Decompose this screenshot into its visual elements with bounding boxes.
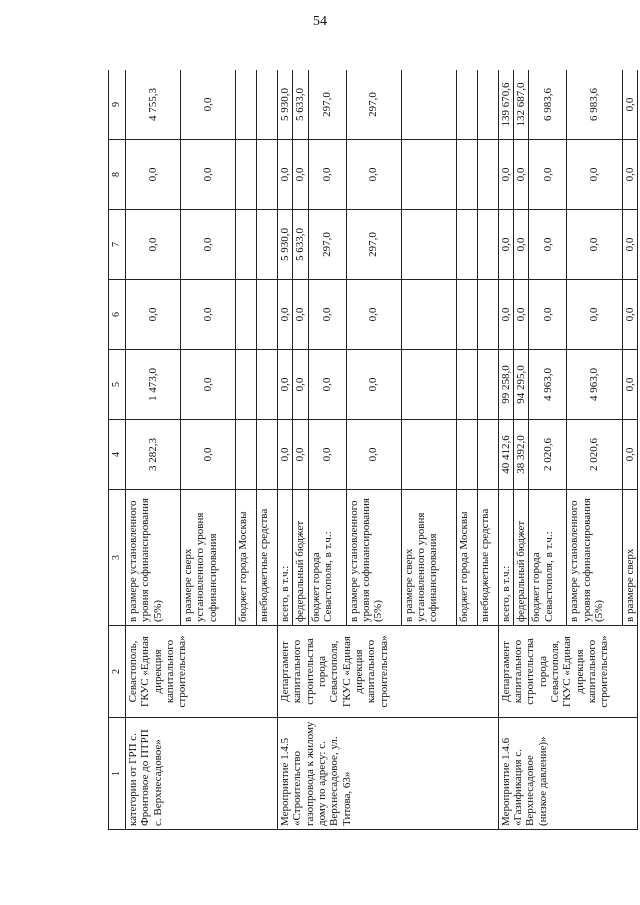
value-cell: [235, 210, 256, 280]
value-cell: 0,0: [126, 280, 181, 350]
value-cell: 0,0: [567, 210, 622, 280]
executor-cell: Департамент капитального строительства города Севастополя, ГКУС «Единая дирекция капитального строительства»: [498, 626, 637, 718]
value-cell: 0,0: [622, 420, 637, 490]
value-cell: 5 633,0: [293, 210, 308, 280]
table-row: [498, 70, 513, 830]
value-cell: [477, 140, 498, 210]
value-cell: [477, 420, 498, 490]
value-cell: [235, 70, 256, 140]
value-cell: 297,0: [346, 70, 401, 140]
column-number: 7: [109, 210, 126, 280]
value-cell: 4 755,3: [126, 70, 181, 140]
table-landscape-view: [108, 70, 638, 830]
funding-source-cell: всего, в т.ч.:: [278, 490, 293, 626]
value-cell: [401, 210, 456, 280]
funding-source-cell: в размере сверх: [622, 490, 637, 626]
measure-cell: Мероприятие 1.4.6 «Газификация с. Верхнесадовое (низкое давление)»: [498, 718, 637, 830]
value-cell: 0,0: [126, 140, 181, 210]
value-cell: 0,0: [513, 210, 528, 280]
value-cell: [477, 70, 498, 140]
funding-source-cell: бюджет города Москвы: [235, 490, 256, 626]
value-cell: [456, 280, 477, 350]
value-cell: 0,0: [126, 210, 181, 280]
value-cell: 0,0: [293, 280, 308, 350]
value-cell: 0,0: [567, 140, 622, 210]
column-number: 1: [109, 718, 126, 830]
value-cell: [256, 140, 277, 210]
value-cell: 0,0: [180, 420, 235, 490]
funding-source-cell: бюджет города Москвы: [456, 490, 477, 626]
column-number: 5: [109, 350, 126, 420]
value-cell: [477, 210, 498, 280]
value-cell: [456, 140, 477, 210]
value-cell: 0,0: [293, 350, 308, 420]
value-cell: 1 473,0: [126, 350, 181, 420]
value-cell: 0,0: [498, 210, 513, 280]
value-cell: 5 633,0: [293, 70, 308, 140]
value-cell: 0,0: [308, 350, 346, 420]
column-number: 6: [109, 280, 126, 350]
value-cell: 0,0: [180, 210, 235, 280]
table-row: [126, 70, 181, 830]
value-cell: 0,0: [293, 420, 308, 490]
value-cell: [256, 280, 277, 350]
value-cell: 0,0: [622, 280, 637, 350]
column-numbers-row: [109, 70, 126, 830]
funding-source-cell: внебюджетные средства: [477, 490, 498, 626]
executor-cell: Севастополь, ГКУС «Единая дирекция капитального строительства»: [126, 626, 278, 718]
column-number: 8: [109, 140, 126, 210]
value-cell: 0,0: [622, 140, 637, 210]
measure-cell: категории от ГРП с. Фронтовое до ПТРП с. Верхнесадовое»: [126, 718, 278, 830]
measure-cell: Мероприятие 1.4.5 «Строительство газопровода к жилому дому по адресу: с. Верхнесадовое, ул. Титова, 63»: [278, 718, 499, 830]
value-cell: 0,0: [308, 140, 346, 210]
value-cell: [401, 350, 456, 420]
value-cell: 0,0: [308, 280, 346, 350]
value-cell: [401, 420, 456, 490]
value-cell: [401, 140, 456, 210]
value-cell: 0,0: [180, 70, 235, 140]
budget-table: [108, 70, 638, 830]
value-cell: [456, 70, 477, 140]
value-cell: 4 963,0: [567, 350, 622, 420]
value-cell: 0,0: [180, 140, 235, 210]
value-cell: 94 295,0: [513, 350, 528, 420]
value-cell: 0,0: [513, 140, 528, 210]
value-cell: 0,0: [622, 210, 637, 280]
value-cell: 0,0: [278, 420, 293, 490]
value-cell: 297,0: [346, 210, 401, 280]
page-number: 54: [313, 14, 327, 29]
value-cell: 132 687,0: [513, 70, 528, 140]
value-cell: 99 258,0: [498, 350, 513, 420]
value-cell: [456, 210, 477, 280]
table-row: [278, 70, 293, 830]
value-cell: 0,0: [346, 280, 401, 350]
value-cell: 0,0: [529, 210, 567, 280]
value-cell: [456, 420, 477, 490]
rotated-table-frame: [108, 70, 638, 830]
value-cell: 0,0: [346, 350, 401, 420]
value-cell: 38 392,0: [513, 420, 528, 490]
value-cell: 139 670,6: [498, 70, 513, 140]
funding-source-cell: бюджет города Севастополя, в т.ч.:: [308, 490, 346, 626]
column-number: 9: [109, 70, 126, 140]
value-cell: [256, 70, 277, 140]
value-cell: 0,0: [529, 280, 567, 350]
value-cell: 5 930,0: [278, 70, 293, 140]
value-cell: [456, 350, 477, 420]
executor-cell: Департамент капитального строительства города Севастополя, ГКУС «Единая дирекция капитального строительства»: [278, 626, 499, 718]
value-cell: 6 983,6: [529, 70, 567, 140]
funding-source-cell: в размере установленного уровня софинансирования (5%): [126, 490, 181, 626]
value-cell: [235, 420, 256, 490]
value-cell: [477, 280, 498, 350]
funding-source-cell: всего, в т.ч.:: [498, 490, 513, 626]
value-cell: 2 020,6: [529, 420, 567, 490]
value-cell: [235, 280, 256, 350]
value-cell: 6 983,6: [567, 70, 622, 140]
value-cell: 0,0: [567, 280, 622, 350]
value-cell: 0,0: [498, 140, 513, 210]
value-cell: [477, 350, 498, 420]
value-cell: 297,0: [308, 210, 346, 280]
value-cell: [401, 70, 456, 140]
funding-source-cell: в размере сверх установленного уровня софинансирования: [401, 490, 456, 626]
value-cell: 0,0: [278, 280, 293, 350]
value-cell: 0,0: [346, 420, 401, 490]
funding-source-cell: внебюджетные средства: [256, 490, 277, 626]
value-cell: 0,0: [513, 280, 528, 350]
value-cell: 2 020,6: [567, 420, 622, 490]
value-cell: 0,0: [622, 350, 637, 420]
column-number: 2: [109, 626, 126, 718]
value-cell: 0,0: [293, 140, 308, 210]
value-cell: 3 282,3: [126, 420, 181, 490]
value-cell: 0,0: [498, 280, 513, 350]
column-number: 4: [109, 420, 126, 490]
value-cell: 0,0: [529, 140, 567, 210]
value-cell: [256, 210, 277, 280]
value-cell: 4 963,0: [529, 350, 567, 420]
value-cell: [401, 280, 456, 350]
funding-source-cell: федеральный бюджет: [293, 490, 308, 626]
value-cell: 0,0: [180, 280, 235, 350]
value-cell: 0,0: [180, 350, 235, 420]
value-cell: 0,0: [346, 140, 401, 210]
funding-source-cell: федеральный бюджет: [513, 490, 528, 626]
value-cell: 0,0: [622, 70, 637, 140]
value-cell: 40 412,6: [498, 420, 513, 490]
value-cell: 0,0: [308, 420, 346, 490]
value-cell: [256, 350, 277, 420]
funding-source-cell: в размере установленного уровня софинансирования (5%): [567, 490, 622, 626]
funding-source-cell: в размере установленного уровня софинансирования (5%): [346, 490, 401, 626]
funding-source-cell: в размере сверх установленного уровня софинансирования: [180, 490, 235, 626]
funding-source-cell: бюджет города Севастополя, в т.ч.:: [529, 490, 567, 626]
value-cell: 297,0: [308, 70, 346, 140]
value-cell: 5 930,0: [278, 210, 293, 280]
value-cell: 0,0: [278, 140, 293, 210]
column-number: 3: [109, 490, 126, 626]
value-cell: [235, 140, 256, 210]
value-cell: [235, 350, 256, 420]
value-cell: [256, 420, 277, 490]
value-cell: 0,0: [278, 350, 293, 420]
